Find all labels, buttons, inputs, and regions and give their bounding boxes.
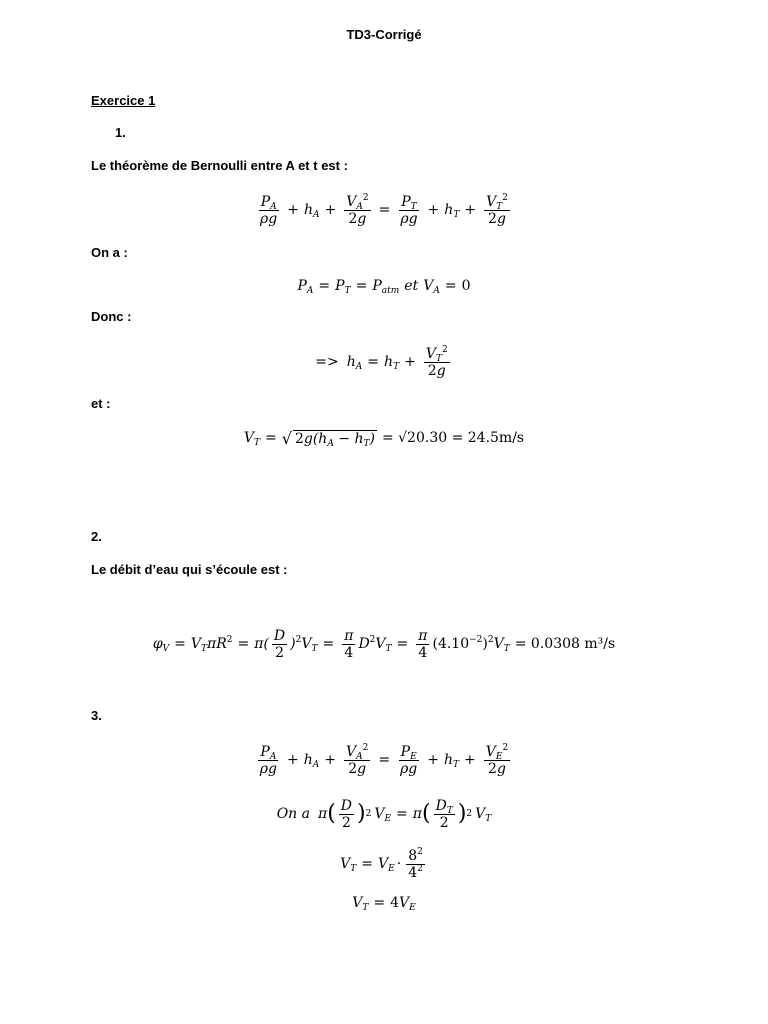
flow-rate-equation: $\varphi_V$ = $V_T\pi R^2$ = π( $\frac{D}{2}$ )$^2V_T$ = $\frac{\pi}{4}$ $D^2V_T$ = $\frac{\pi}{4}$ $(4.10^{-2})^2V_T$ = 0.0308 m³/s bbox=[152, 627, 616, 661]
exercise-heading: Exercice 1 bbox=[91, 93, 156, 108]
continuity-equation: On a π ( $\frac{D}{2}$ ) 2 $V_E$ = π ( $\frac{D_T}{2}$ ) 2 $V_T$ bbox=[276, 797, 492, 831]
velocity-equation: $V_T$ = √ $2g(h_A - h_T)$ = √20.30 = 24.5m/s bbox=[243, 428, 525, 449]
velocity-result: = √20.30 = 24.5m/s bbox=[381, 430, 525, 446]
bernoulli-equation-e: $\frac{P_A}{\rho g}$ + $h_A$ + $\frac{V_A^2}{2g}$ = $\frac{P_E}{\rho g}$ + $h_T$ + $\frac{V_E^2}{2g}$ bbox=[259, 742, 509, 777]
donc-label: Donc : bbox=[91, 309, 132, 324]
flow-rate-result: = 0.0308 m³/s bbox=[514, 636, 616, 652]
final-velocity-equation: $V_T$ = $4V_E$ bbox=[352, 895, 416, 913]
page-title: TD3-Corrigé bbox=[346, 27, 422, 42]
on-a-label: On a : bbox=[91, 245, 128, 260]
question-1-intro: Le théorème de Bernoulli entre A et t est : bbox=[91, 158, 348, 173]
height-equation: => $h_A$ = $h_T$ + $\frac{V_T^2}{2g}$ bbox=[315, 344, 448, 379]
velocity-ratio-equation: $V_T$ = $V_E$ · $\frac{8^2}{4^2}$ bbox=[340, 846, 423, 881]
on-a-inline: On a bbox=[276, 806, 310, 822]
et-label: et : bbox=[91, 396, 111, 411]
question-2-intro: Le débit d’eau qui s’écoule est : bbox=[91, 562, 288, 577]
question-3-number: 3. bbox=[91, 708, 102, 723]
question-2-number: 2. bbox=[91, 529, 102, 544]
question-1-number: 1. bbox=[115, 125, 126, 140]
ratio-fraction: $\frac{8^2}{4^2}$ bbox=[408, 846, 423, 881]
bernoulli-equation: $\frac{P_A}{\rho g}$ + $h_A$ + $\frac{V_A^2}{2g}$ = $\frac{P_T}{\rho g}$ + $h_T$ + $\frac{V_T^2}{2g}$ bbox=[260, 192, 508, 227]
pressure-equality-equation: $P_A$ = $P_T$ = $P_{atm}$ et $V_A$ = 0 bbox=[297, 278, 471, 296]
